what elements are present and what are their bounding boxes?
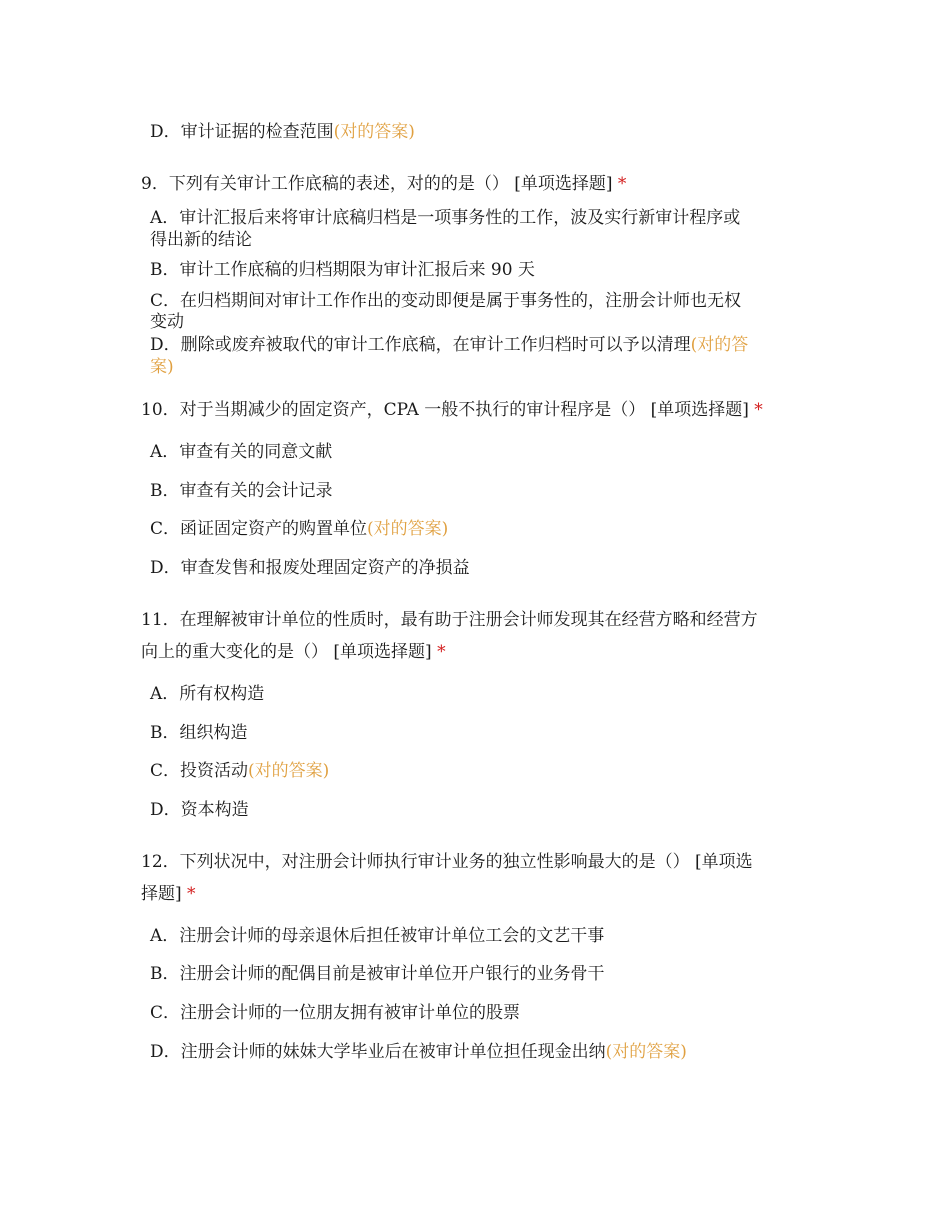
option-line: D．资本构造 bbox=[150, 800, 249, 820]
option-line: A．所有权构造 bbox=[150, 684, 265, 704]
correct-answer-mark: (对的答案) bbox=[605, 1042, 687, 1062]
option-line: B．审计工作底稿的归档期限为审计汇报后来 90 天 bbox=[150, 260, 535, 280]
required-star: * bbox=[617, 174, 627, 194]
correct-answer-mark: 案) bbox=[150, 357, 174, 377]
option-line: A．审计汇报后来将审计底稿归档是一项事务性的工作，波及实行新审计程序或 bbox=[150, 208, 741, 228]
question-11-title-continued: 向上的重大变化的是（） [单项选择题] * bbox=[141, 642, 446, 662]
required-star: * bbox=[437, 642, 446, 662]
question-12-title-continued: 择题] * bbox=[141, 884, 196, 904]
correct-answer-mark: (对的答案) bbox=[333, 122, 415, 142]
option-line: D．审查发售和报废处理固定资产的净损益 bbox=[150, 558, 470, 578]
option-line: D．审计证据的检查范围(对的答案) bbox=[150, 122, 415, 142]
required-star: * bbox=[187, 884, 196, 904]
option-line: C．函证固定资产的购置单位(对的答案) bbox=[150, 519, 449, 539]
question-12-title: 12．下列状况中，对注册会计师执行审计业务的独立性影响最大的是（） [单项选 bbox=[141, 852, 753, 872]
question-9-title: 9．下列有关审计工作底稿的表述，对的的是（） [单项选择题] * bbox=[141, 174, 627, 194]
option-line: D．删除或废弃被取代的审计工作底稿，在审计工作归档时可以予以清理(对的答 bbox=[150, 335, 749, 355]
option-line: A．审查有关的同意文献 bbox=[150, 442, 333, 462]
option-line: A．注册会计师的母亲退休后担任被审计单位工会的文艺干事 bbox=[150, 926, 605, 946]
option-line-continued bbox=[150, 356, 174, 378]
option-line: B．注册会计师的配偶目前是被审计单位开户银行的业务骨干 bbox=[150, 964, 605, 984]
option-line: D．注册会计师的妹妹大学毕业后在被审计单位担任现金出纳(对的答案) bbox=[150, 1042, 687, 1062]
question-11-title: 11．在理解被审计单位的性质时，最有助于注册会计师发现其在经营方略和经营方 bbox=[141, 610, 758, 630]
correct-answer-mark: (对的答案) bbox=[367, 519, 449, 539]
required-star: * bbox=[754, 400, 763, 420]
option-line: B．组织构造 bbox=[150, 723, 248, 743]
option-line: C．在归档期间对审计工作作出的变动即便是属于事务性的，注册会计师也无权 bbox=[150, 291, 742, 311]
option-line-continued: 得出新的结论 bbox=[150, 230, 252, 250]
option-line-continued: 变动 bbox=[150, 312, 184, 332]
option-line: C．投资活动(对的答案) bbox=[150, 761, 330, 781]
correct-answer-mark: (对的答 bbox=[690, 335, 749, 355]
question-10-title: 10．对于当期减少的固定资产，CPA 一般不执行的审计程序是（） [单项选择题] * bbox=[141, 400, 763, 420]
option-line: C．注册会计师的一位朋友拥有被审计单位的股票 bbox=[150, 1003, 521, 1023]
correct-answer-mark: (对的答案) bbox=[248, 761, 330, 781]
option-line: B．审查有关的会计记录 bbox=[150, 481, 333, 501]
